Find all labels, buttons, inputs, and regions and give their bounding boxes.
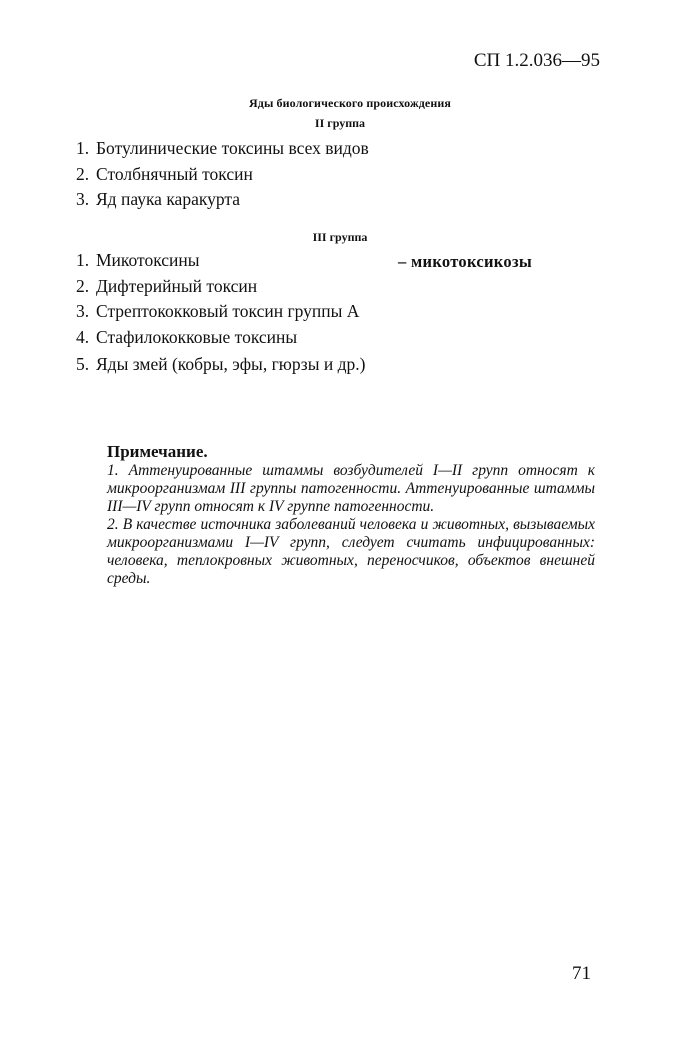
list-item	[76, 325, 376, 351]
list-item	[76, 248, 376, 274]
item-number: 5.	[76, 354, 90, 374]
document-code: СП 1.2.036—95	[473, 50, 600, 71]
item-text: Яды змей (кобры, эфы, гюрзы и др.)	[96, 354, 366, 374]
list-item	[76, 299, 376, 325]
mycotoxicosis-label: – микотоксикозы	[398, 252, 533, 271]
list-item	[76, 162, 369, 188]
list-item	[76, 136, 369, 162]
item-number: 2.	[76, 163, 90, 184]
note-paragraph: 2. В качестве источника заболеваний человека и животных, вызываемых микроорганизмами I—IV групп, следует считать инфицированных: человека, теплокровных животных, переносчиков, объектов внешней среды.	[107, 516, 595, 587]
item-text: Яд паука каракурта	[96, 189, 240, 209]
list-item	[76, 187, 369, 213]
list-item	[76, 274, 376, 300]
item-text: Дифтерийный токсин	[96, 275, 258, 296]
item-text: Стрептококковый токсин группы А	[96, 301, 360, 321]
item-number: 4.	[76, 326, 90, 347]
list-item	[76, 353, 376, 375]
item-number: 2.	[76, 275, 90, 296]
group-2-title: II группа	[314, 116, 366, 130]
item-text: Столбнячный токсин	[96, 163, 253, 184]
group-3-list	[76, 248, 376, 375]
section-title: Яды биологического происхождения	[249, 96, 451, 110]
item-number: 3.	[76, 301, 90, 321]
item-text: Стафилококковые токсины	[96, 326, 298, 347]
item-text: Микотоксины	[96, 250, 200, 270]
note-title: Примечание.	[107, 442, 208, 461]
item-number: 3.	[76, 189, 90, 209]
page-number: 71	[572, 963, 591, 984]
item-number: 1.	[76, 138, 90, 158]
group-3-title: III группа	[312, 230, 368, 244]
note-body	[107, 462, 595, 588]
item-number: 1.	[76, 250, 90, 270]
note-paragraph: 1. Аттенуированные штаммы возбудителей I—II групп относят к микроорганизмам III группы патогенности. Аттенуированные штаммы III—IV групп относят к IV группе патогенности.	[107, 462, 595, 515]
group-2-list	[76, 136, 369, 213]
item-text: Ботулинические токсины всех видов	[96, 138, 369, 158]
